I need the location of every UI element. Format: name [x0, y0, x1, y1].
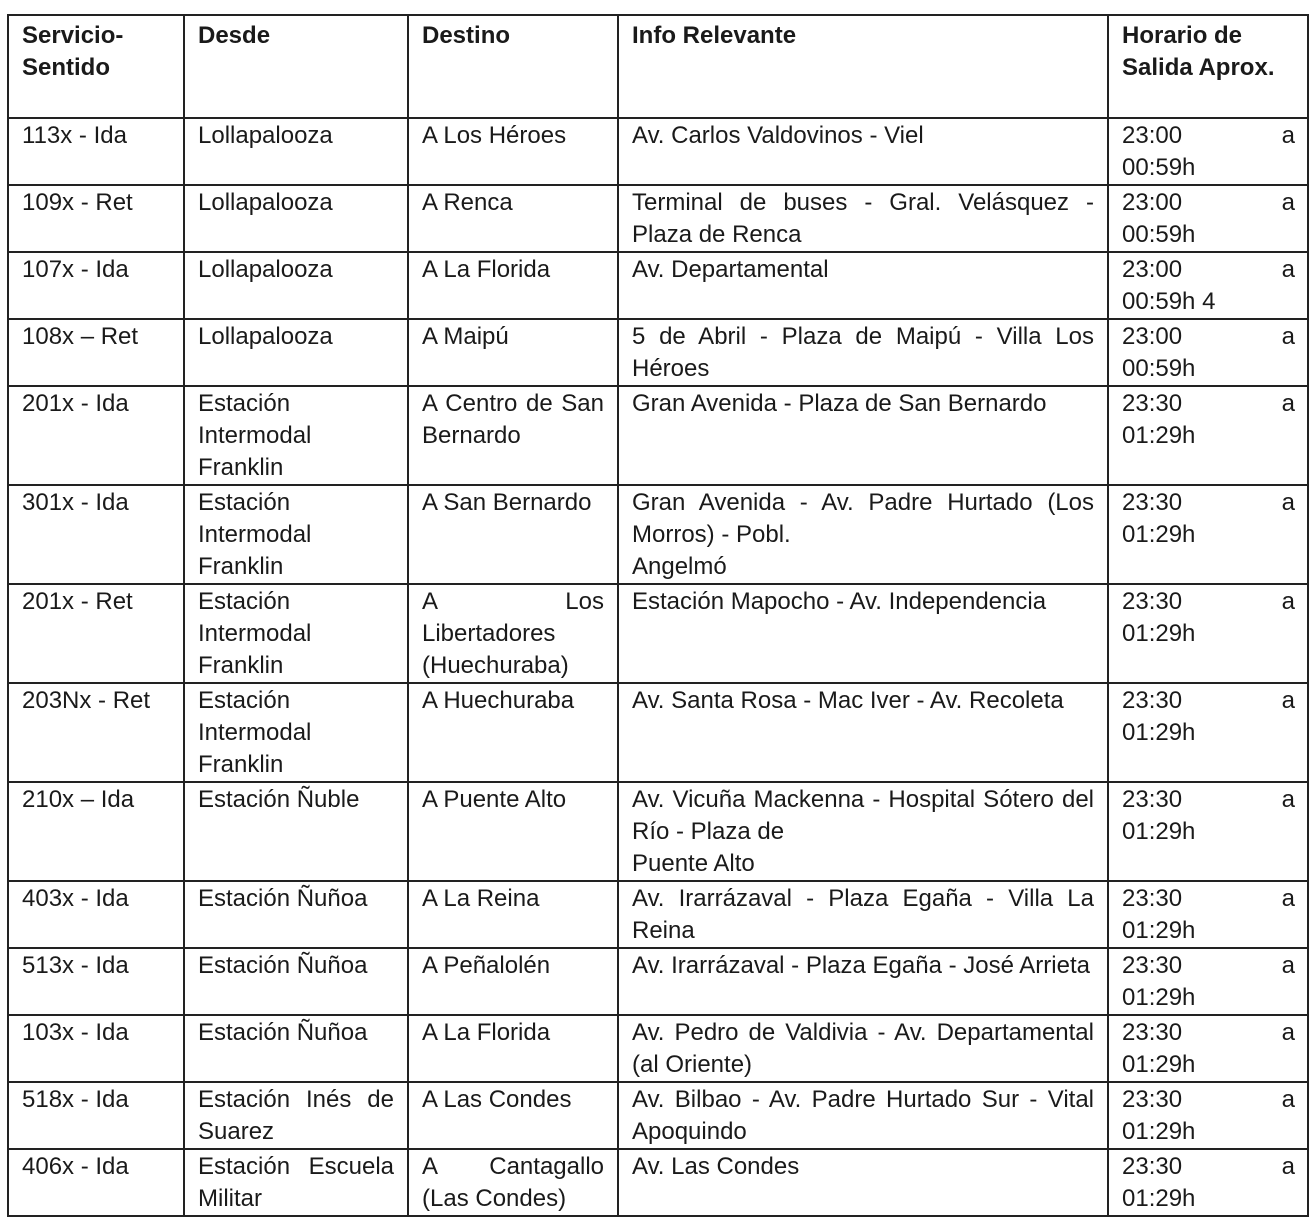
table-row — [8, 683, 1308, 782]
time-end: 01:29h — [1122, 818, 1196, 845]
header-horario: Horario de Salida Aprox. — [1108, 15, 1308, 118]
cell-info: Estación Mapocho - Av. Independencia — [618, 584, 1108, 683]
time-start: 23:30 — [1122, 588, 1183, 615]
time-connector: a — [1281, 786, 1295, 813]
cell-horario — [1108, 881, 1308, 948]
cell-horario — [1108, 948, 1308, 1015]
cell-desde: Lollapalooza — [184, 118, 408, 185]
cell-servicio: 109x - Ret — [8, 185, 184, 252]
time-end: 00:59h — [1122, 221, 1196, 248]
time-start: 23:30 — [1122, 1086, 1183, 1113]
cell-destino: A La Reina — [408, 881, 618, 948]
cell-desde: Estación Intermodal Franklin — [184, 485, 408, 584]
header-destino: Destino — [408, 15, 618, 118]
cell-horario — [1108, 683, 1308, 782]
table-row — [8, 386, 1308, 485]
time-start: 23:30 — [1122, 786, 1183, 813]
cell-info: 5 de Abril - Plaza de Maipú - Villa Los Héroes — [618, 319, 1108, 386]
time-end: 01:29h — [1122, 719, 1196, 746]
time-start: 23:00 — [1122, 122, 1183, 149]
cell-destino: A Los Héroes — [408, 118, 618, 185]
time-connector: a — [1281, 1086, 1295, 1113]
cell-horario — [1108, 1082, 1308, 1149]
cell-destino: A Peñalolén — [408, 948, 618, 1015]
cell-destino: A La Florida — [408, 1015, 618, 1082]
time-range-line — [1122, 120, 1295, 152]
cell-servicio: 108x – Ret — [8, 319, 184, 386]
time-connector: a — [1281, 1153, 1295, 1180]
time-start: 23:30 — [1122, 1019, 1183, 1046]
cell-servicio: 113x - Ida — [8, 118, 184, 185]
cell-desde: Estación Ñuñoa — [184, 881, 408, 948]
time-range-line — [1122, 685, 1295, 717]
time-range-line — [1122, 1151, 1295, 1183]
header-row — [8, 15, 1308, 118]
cell-info: Av. Vicuña Mackenna - Hospital Sótero del Río - Plaza de Puente Alto — [618, 782, 1108, 881]
cell-horario — [1108, 584, 1308, 683]
table-row — [8, 319, 1308, 386]
table-row — [8, 485, 1308, 584]
cell-info: Av. Carlos Valdovinos - Viel — [618, 118, 1108, 185]
cell-info: Terminal de buses - Gral. Velásquez - Plaza de Renca — [618, 185, 1108, 252]
table-row — [8, 118, 1308, 185]
time-connector: a — [1281, 1019, 1295, 1046]
cell-desde: Estación Escuela Militar — [184, 1149, 408, 1216]
time-start: 23:30 — [1122, 687, 1183, 714]
cell-servicio: 201x - Ida — [8, 386, 184, 485]
cell-desde: Estación Inés de Suarez — [184, 1082, 408, 1149]
table-row — [8, 1149, 1308, 1216]
time-start: 23:30 — [1122, 489, 1183, 516]
cell-servicio: 201x - Ret — [8, 584, 184, 683]
cell-desde: Lollapalooza — [184, 319, 408, 386]
cell-horario — [1108, 118, 1308, 185]
cell-desde: Lollapalooza — [184, 252, 408, 319]
cell-desde: Estación Ñuble — [184, 782, 408, 881]
time-connector: a — [1281, 323, 1295, 350]
time-range-line — [1122, 487, 1295, 519]
time-start: 23:30 — [1122, 390, 1183, 417]
bus-schedule-table — [7, 14, 1309, 1217]
cell-destino: A Renca — [408, 185, 618, 252]
cell-servicio: 518x - Ida — [8, 1082, 184, 1149]
time-range-line — [1122, 950, 1295, 982]
cell-destino: A Cantagallo (Las Condes) — [408, 1149, 618, 1216]
cell-destino: A Maipú — [408, 319, 618, 386]
time-start: 23:00 — [1122, 323, 1183, 350]
time-start: 23:00 — [1122, 189, 1183, 216]
header-info: Info Relevante — [618, 15, 1108, 118]
cell-desde: Estación Ñuñoa — [184, 1015, 408, 1082]
table-header — [8, 15, 1308, 118]
cell-servicio: 210x – Ida — [8, 782, 184, 881]
cell-horario — [1108, 1149, 1308, 1216]
time-connector: a — [1281, 256, 1295, 283]
time-start: 23:00 — [1122, 256, 1183, 283]
cell-desde: Estación Intermodal Franklin — [184, 683, 408, 782]
time-end: 01:29h — [1122, 521, 1196, 548]
table-row — [8, 584, 1308, 683]
cell-horario — [1108, 252, 1308, 319]
time-connector: a — [1281, 122, 1295, 149]
cell-destino: A Huechuraba — [408, 683, 618, 782]
cell-servicio: 406x - Ida — [8, 1149, 184, 1216]
cell-info: Av. Santa Rosa - Mac Iver - Av. Recoleta — [618, 683, 1108, 782]
time-connector: a — [1281, 952, 1295, 979]
time-range-line — [1122, 1084, 1295, 1116]
cell-desde: Estación Ñuñoa — [184, 948, 408, 1015]
time-connector: a — [1281, 687, 1295, 714]
time-range-line — [1122, 784, 1295, 816]
time-start: 23:30 — [1122, 1153, 1183, 1180]
time-end: 01:29h — [1122, 1118, 1196, 1145]
table-row — [8, 1015, 1308, 1082]
header-servicio: Servicio- Sentido — [8, 15, 184, 118]
cell-horario — [1108, 1015, 1308, 1082]
time-range-line — [1122, 586, 1295, 618]
cell-horario — [1108, 319, 1308, 386]
table-row — [8, 252, 1308, 319]
time-range-line — [1122, 883, 1295, 915]
table-row — [8, 1082, 1308, 1149]
cell-desde: Estación Intermodal Franklin — [184, 584, 408, 683]
time-end: 00:59h — [1122, 355, 1196, 382]
cell-horario — [1108, 782, 1308, 881]
time-start: 23:30 — [1122, 885, 1183, 912]
cell-destino: A San Bernardo — [408, 485, 618, 584]
time-end: 01:29h — [1122, 1051, 1196, 1078]
table-row — [8, 881, 1308, 948]
time-range-line — [1122, 187, 1295, 219]
time-end: 01:29h — [1122, 984, 1196, 1011]
cell-horario — [1108, 386, 1308, 485]
cell-info: Av. Bilbao - Av. Padre Hurtado Sur - Vital Apoquindo — [618, 1082, 1108, 1149]
cell-servicio: 203Nx - Ret — [8, 683, 184, 782]
cell-info: Av. Las Condes — [618, 1149, 1108, 1216]
time-end: 01:29h — [1122, 620, 1196, 647]
time-range-line — [1122, 254, 1295, 286]
cell-servicio: 107x - Ida — [8, 252, 184, 319]
cell-info: Av. Departamental — [618, 252, 1108, 319]
time-end: 00:59h 4 — [1122, 288, 1216, 315]
cell-desde: Estación Intermodal Franklin — [184, 386, 408, 485]
time-end: 01:29h — [1122, 422, 1196, 449]
time-connector: a — [1281, 885, 1295, 912]
table-row — [8, 782, 1308, 881]
time-range-line — [1122, 321, 1295, 353]
time-end: 01:29h — [1122, 917, 1196, 944]
time-connector: a — [1281, 390, 1295, 417]
time-connector: a — [1281, 588, 1295, 615]
table-row — [8, 185, 1308, 252]
cell-destino: A Las Condes — [408, 1082, 618, 1149]
cell-servicio: 403x - Ida — [8, 881, 184, 948]
cell-servicio: 103x - Ida — [8, 1015, 184, 1082]
cell-info: Av. Irarrázaval - Plaza Egaña - José Arrieta — [618, 948, 1108, 1015]
cell-info: Av. Pedro de Valdivia - Av. Departamental (al Oriente) — [618, 1015, 1108, 1082]
cell-horario — [1108, 185, 1308, 252]
cell-desde: Lollapalooza — [184, 185, 408, 252]
time-range-line — [1122, 1017, 1295, 1049]
time-connector: a — [1281, 489, 1295, 516]
cell-destino: A Centro de San Bernardo — [408, 386, 618, 485]
header-desde: Desde — [184, 15, 408, 118]
cell-info: Gran Avenida - Plaza de San Bernardo — [618, 386, 1108, 485]
cell-destino: A Puente Alto — [408, 782, 618, 881]
time-end: 01:29h — [1122, 1185, 1196, 1212]
cell-servicio: 513x - Ida — [8, 948, 184, 1015]
cell-info: Av. Irarrázaval - Plaza Egaña - Villa La Reina — [618, 881, 1108, 948]
time-end: 00:59h — [1122, 154, 1196, 181]
time-start: 23:30 — [1122, 952, 1183, 979]
table-row — [8, 948, 1308, 1015]
cell-destino: A La Florida — [408, 252, 618, 319]
time-connector: a — [1281, 189, 1295, 216]
cell-servicio: 301x - Ida — [8, 485, 184, 584]
cell-horario — [1108, 485, 1308, 584]
time-range-line — [1122, 388, 1295, 420]
cell-destino: A Los Libertadores (Huechuraba) — [408, 584, 618, 683]
cell-info: Gran Avenida - Av. Padre Hurtado (Los Morros) - Pobl. Angelmó — [618, 485, 1108, 584]
table-body — [8, 118, 1308, 1216]
